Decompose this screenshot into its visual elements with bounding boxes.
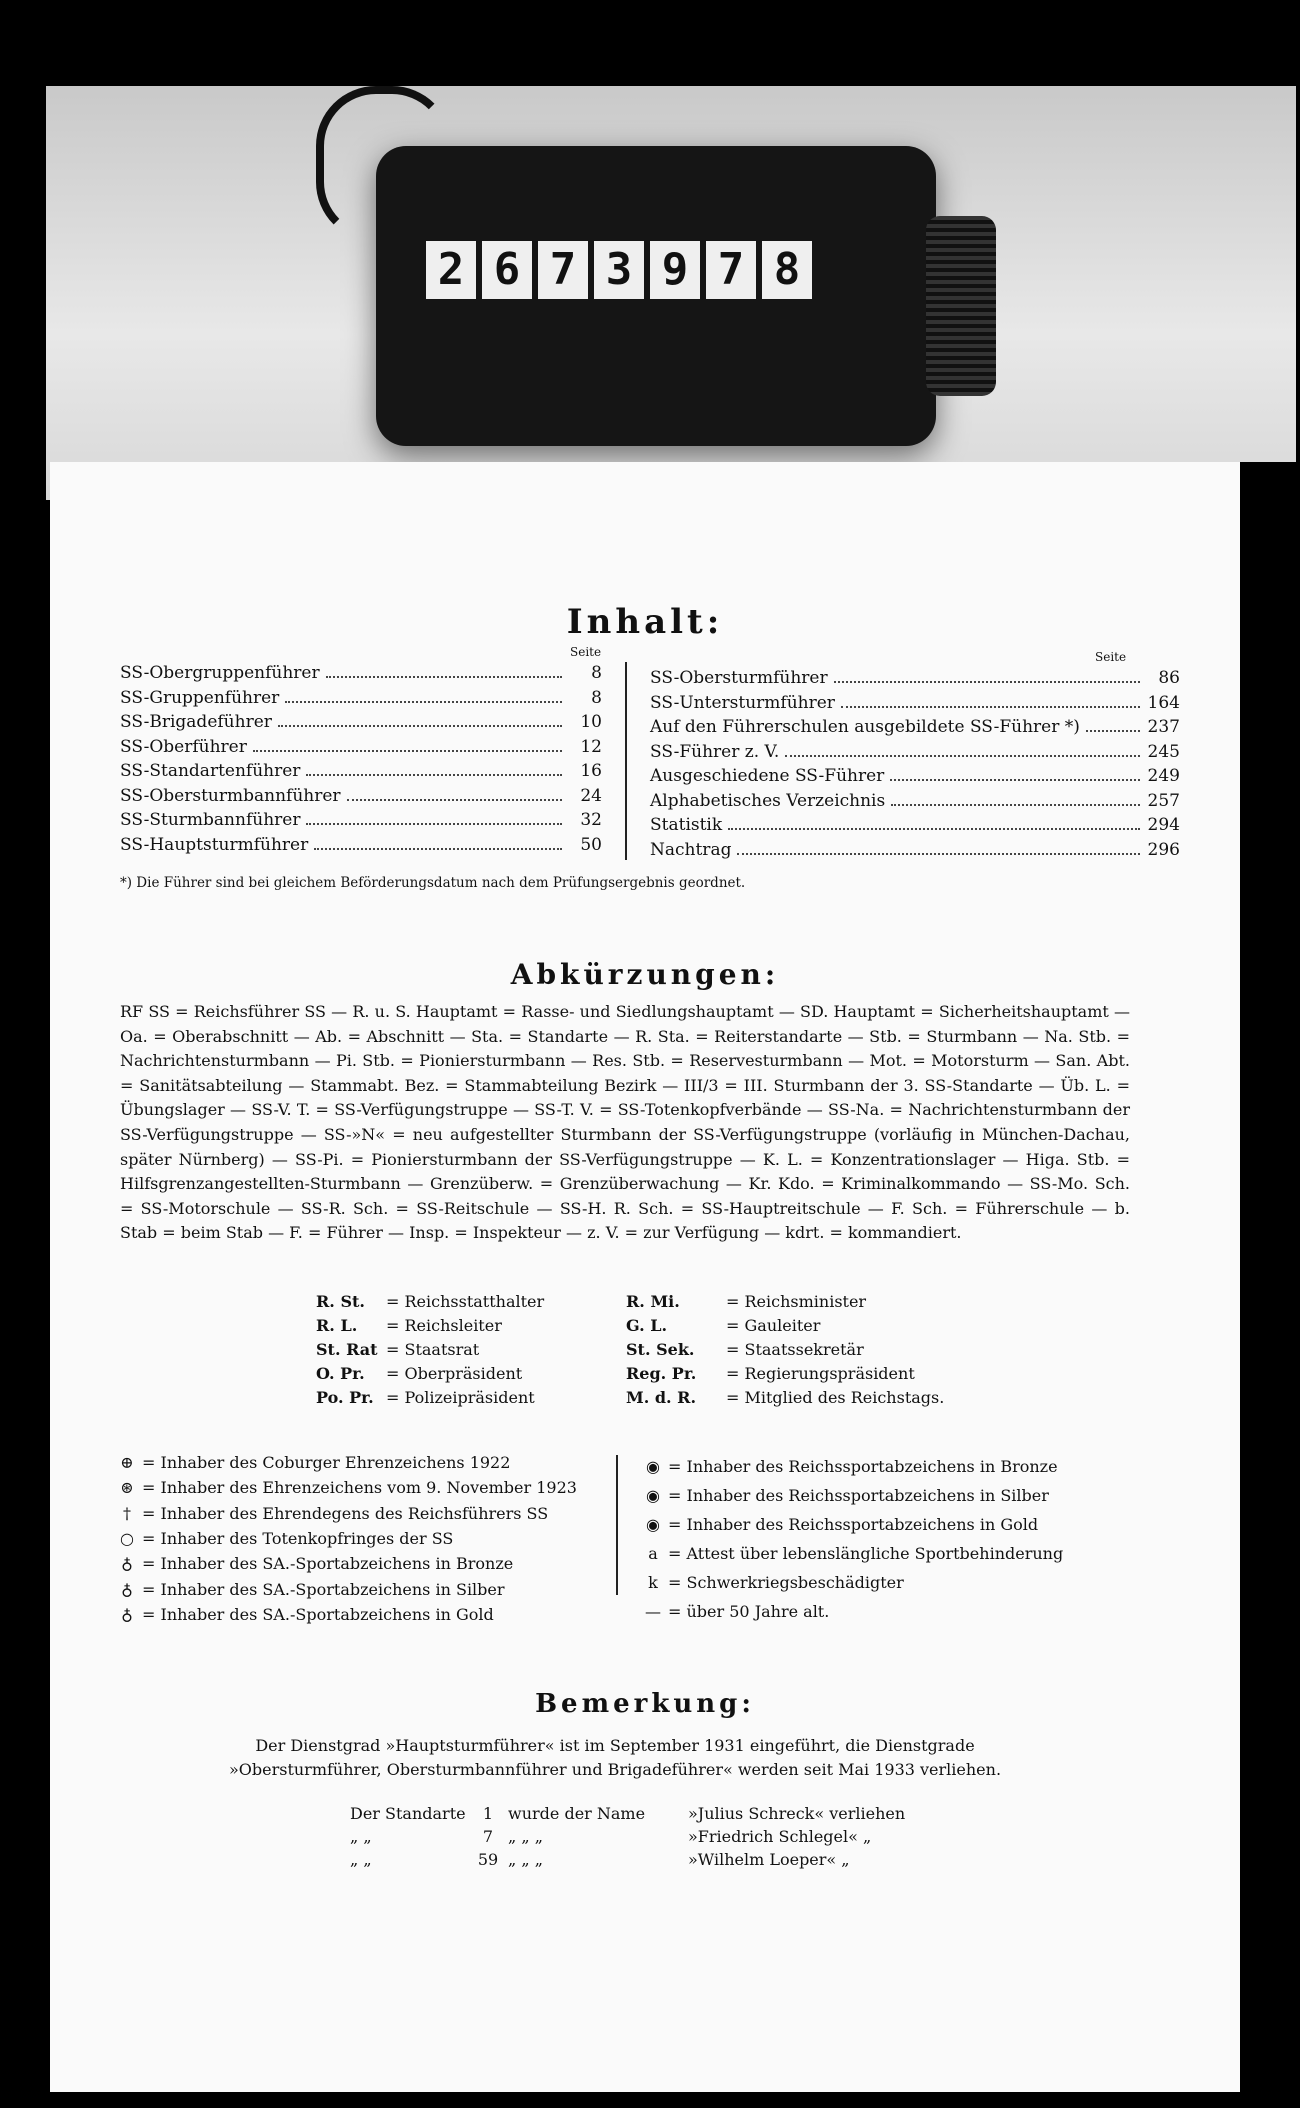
legend-entry: ◉ = Inhaber des Reichssportabzeichens in Gold [638,1510,1063,1539]
remark-text: Der Dienstgrad »Hauptsturmführer« ist im September 1931 eingeführt, die Dienstgrade »Obersturmführer, Obersturmbannführer und Brigadeführer« werden seit Mai 1933 verliehen. [228,1736,1002,1779]
mechanical-counter [376,146,936,446]
toc-entry: SS-Brigadeführer 10 [120,712,602,733]
counter-digit: 2 [426,241,476,299]
toc-entry: Alphabetisches Verzeichnis 257 [650,790,1180,811]
badge-icon: ◉ [646,1515,660,1534]
seite-label-left: Seite [570,645,602,659]
contents-footnote: *) Die Führer sind bei gleichem Beförderungsdatum nach dem Prüfungsergebnis geordnet. [120,875,746,891]
title-row: R. L. = Reichsleiter G. L. = Gauleiter [316,1316,821,1335]
counter-digit: 7 [538,241,588,299]
toc-entry: SS-Gruppenführer 8 [120,687,602,708]
badge-icon: ⊕ [120,1453,134,1473]
toc-entry: SS-Standartenführer 16 [120,761,602,782]
toc-entry: Statistik 294 [650,815,1180,836]
toc-entry: SS-Obergruppenführer 8 [120,663,602,684]
abbreviations-title: Abkürzungen: [510,958,780,991]
toc-entry: SS-Führer z. V. 245 [650,741,1180,762]
ring-icon: ○ [120,1529,134,1549]
legend-right [638,1452,1063,1626]
legend-entry: ⊛ = Inhaber des Ehrenzeichens vom 9. November 1923 [112,1475,577,1500]
name-row: „ „ 59 „ „ „ »Wilhelm Loeper« „ [350,1850,850,1869]
standarte-names [350,1802,905,1871]
toc-entry: SS-Obersturmführer 86 [650,668,1180,689]
toc-left [120,661,602,857]
counter-cable [316,86,452,242]
counter-digit: 6 [482,241,532,299]
remark-title: Bemerkung: [535,1689,755,1719]
document-page [50,462,1240,2092]
title-row: St. Rat = Staatsrat St. Sek. = Staatssekretär [316,1340,864,1359]
counter-digit: 3 [594,241,644,299]
sword-icon: † [123,1503,131,1523]
badge-icon: ♁ [121,1579,133,1599]
contents-title: Inhalt: [566,602,724,642]
counter-digits [426,241,812,299]
toc-entry: Nachtrag 296 [650,839,1180,860]
legend-left [112,1450,577,1627]
legend-divider [616,1455,618,1595]
badge-icon: ⊛ [120,1478,134,1498]
legend-entry: a = Attest über lebenslängliche Sportbehinderung [648,1544,1064,1563]
toc-entry: Auf den Führerschulen ausgebildete SS-Führer *) 237 [650,717,1180,738]
badge-icon: ◉ [646,1457,660,1476]
seite-label-right: Seite [1095,650,1127,664]
counter-photo [46,86,1296,500]
toc-entry: SS-Hauptsturmführer 50 [120,834,602,855]
name-row: „ „ 7 „ „ „ »Friedrich Schlegel« „ [350,1827,872,1846]
counter-digit: 8 [762,241,812,299]
legend-entry: ♁ = Inhaber des SA.-Sportabzeichens in Silber [112,1576,577,1601]
legend-entry: ○ = Inhaber des Totenkopfringes der SS [112,1526,577,1551]
badge-icon: ♁ [121,1604,133,1624]
legend-entry: ⊕ = Inhaber des Coburger Ehrenzeichens 1922 [112,1450,577,1475]
legend-entry: — = über 50 Jahre alt. [645,1602,830,1621]
title-abbreviations [316,1292,966,1412]
counter-digit: 7 [706,241,756,299]
counter-digit: 9 [650,241,700,299]
toc-right [650,666,1180,862]
legend-entry: ♁ = Inhaber des SA.-Sportabzeichens in Gold [112,1602,577,1627]
legend-entry: k = Schwerkriegsbeschädigter [648,1573,904,1592]
name-row: Der Standarte 1 wurde der Name »Julius Schreck« verliehen [350,1804,906,1823]
abbreviations-text: RF SS = Reichsführer SS — R. u. S. Hauptamt = Rasse- und Siedlungshauptamt — SD. Hauptamt = Sicherheitshauptamt — Oa. = Oberabschnitt — Ab. = Abschnitt — Sta. = Standarte — R. Sta. = Reiterstandarte — Stb. = Sturmbann — Na. Stb. = Nachrichtensturmbann — Pi. Stb. = Pioniersturmbann — Res. Stb. = Reservesturmbann — Mot. = Motorsturm — San. Abt. = Sanitätsabteilung — Stammabt. Bez. = Stammabteilung Bezirk — III/3 = III. Sturmbann der 3. SS-Standarte — Üb. L. = Übungslager — SS-V. T. = SS-Verfügungstruppe — SS-T. V. = SS-Totenkopfverbände — SS-Na. = Nachrichtensturmbann der SS-Verfügungstruppe — SS-»N« = neu aufgestellter Sturmbann der SS-Verfügungstruppe (vorläufig in München-Dachau, später Nürnberg) — SS-Pi. = Pioniersturmbann der SS-Verfügungstruppe — K. L. = Konzentrationslager — Higa. Stb. = Hilfsgrenzangestellten-Sturmbann — Grenzüberw. = Grenzüberwachung — Kr. Kdo. = Kriminalkommando — SS-Mo. Sch. = SS-Motorschule — SS-R. Sch. = SS-Reitschule — SS-H. R. Sch. = SS-Hauptreitschule — F. Sch. = Führerschule — b. Stab = beim Stab — F. = Führer — Insp. = Inspekteur — z. V. = zur Verfügung — kdrt. = kommandiert. [120,1002,1130,1243]
top-black-border [0,0,1300,86]
badge-icon: ♁ [121,1554,133,1574]
toc-entry: SS-Sturmbannführer 32 [120,810,602,831]
badge-icon: ◉ [646,1486,660,1505]
legend-entry: † = Inhaber des Ehrendegens des Reichsführers SS [112,1501,577,1526]
legend-entry: ♁ = Inhaber des SA.-Sportabzeichens in Bronze [112,1551,577,1576]
right-black-border [1240,462,1300,2108]
toc-entry: SS-Oberführer 12 [120,736,602,757]
legend-entry: ◉ = Inhaber des Reichssportabzeichens in Silber [638,1481,1063,1510]
toc-divider [625,662,627,860]
toc-entry: Ausgeschiedene SS-Führer 249 [650,766,1180,787]
toc-entry: SS-Obersturmbannführer 24 [120,785,602,806]
title-row: O. Pr. = Oberpräsident Reg. Pr. = Regierungspräsident [316,1364,915,1383]
legend-entry: ◉ = Inhaber des Reichssportabzeichens in Bronze [638,1452,1063,1481]
toc-entry: SS-Untersturmführer 164 [650,692,1180,713]
title-row: Po. Pr. = Polizeipräsident M. d. R. = Mitglied des Reichstags. [316,1388,945,1407]
counter-wheel [926,216,996,396]
title-row: R. St. = Reichsstatthalter R. Mi. = Reichsminister [316,1292,867,1311]
